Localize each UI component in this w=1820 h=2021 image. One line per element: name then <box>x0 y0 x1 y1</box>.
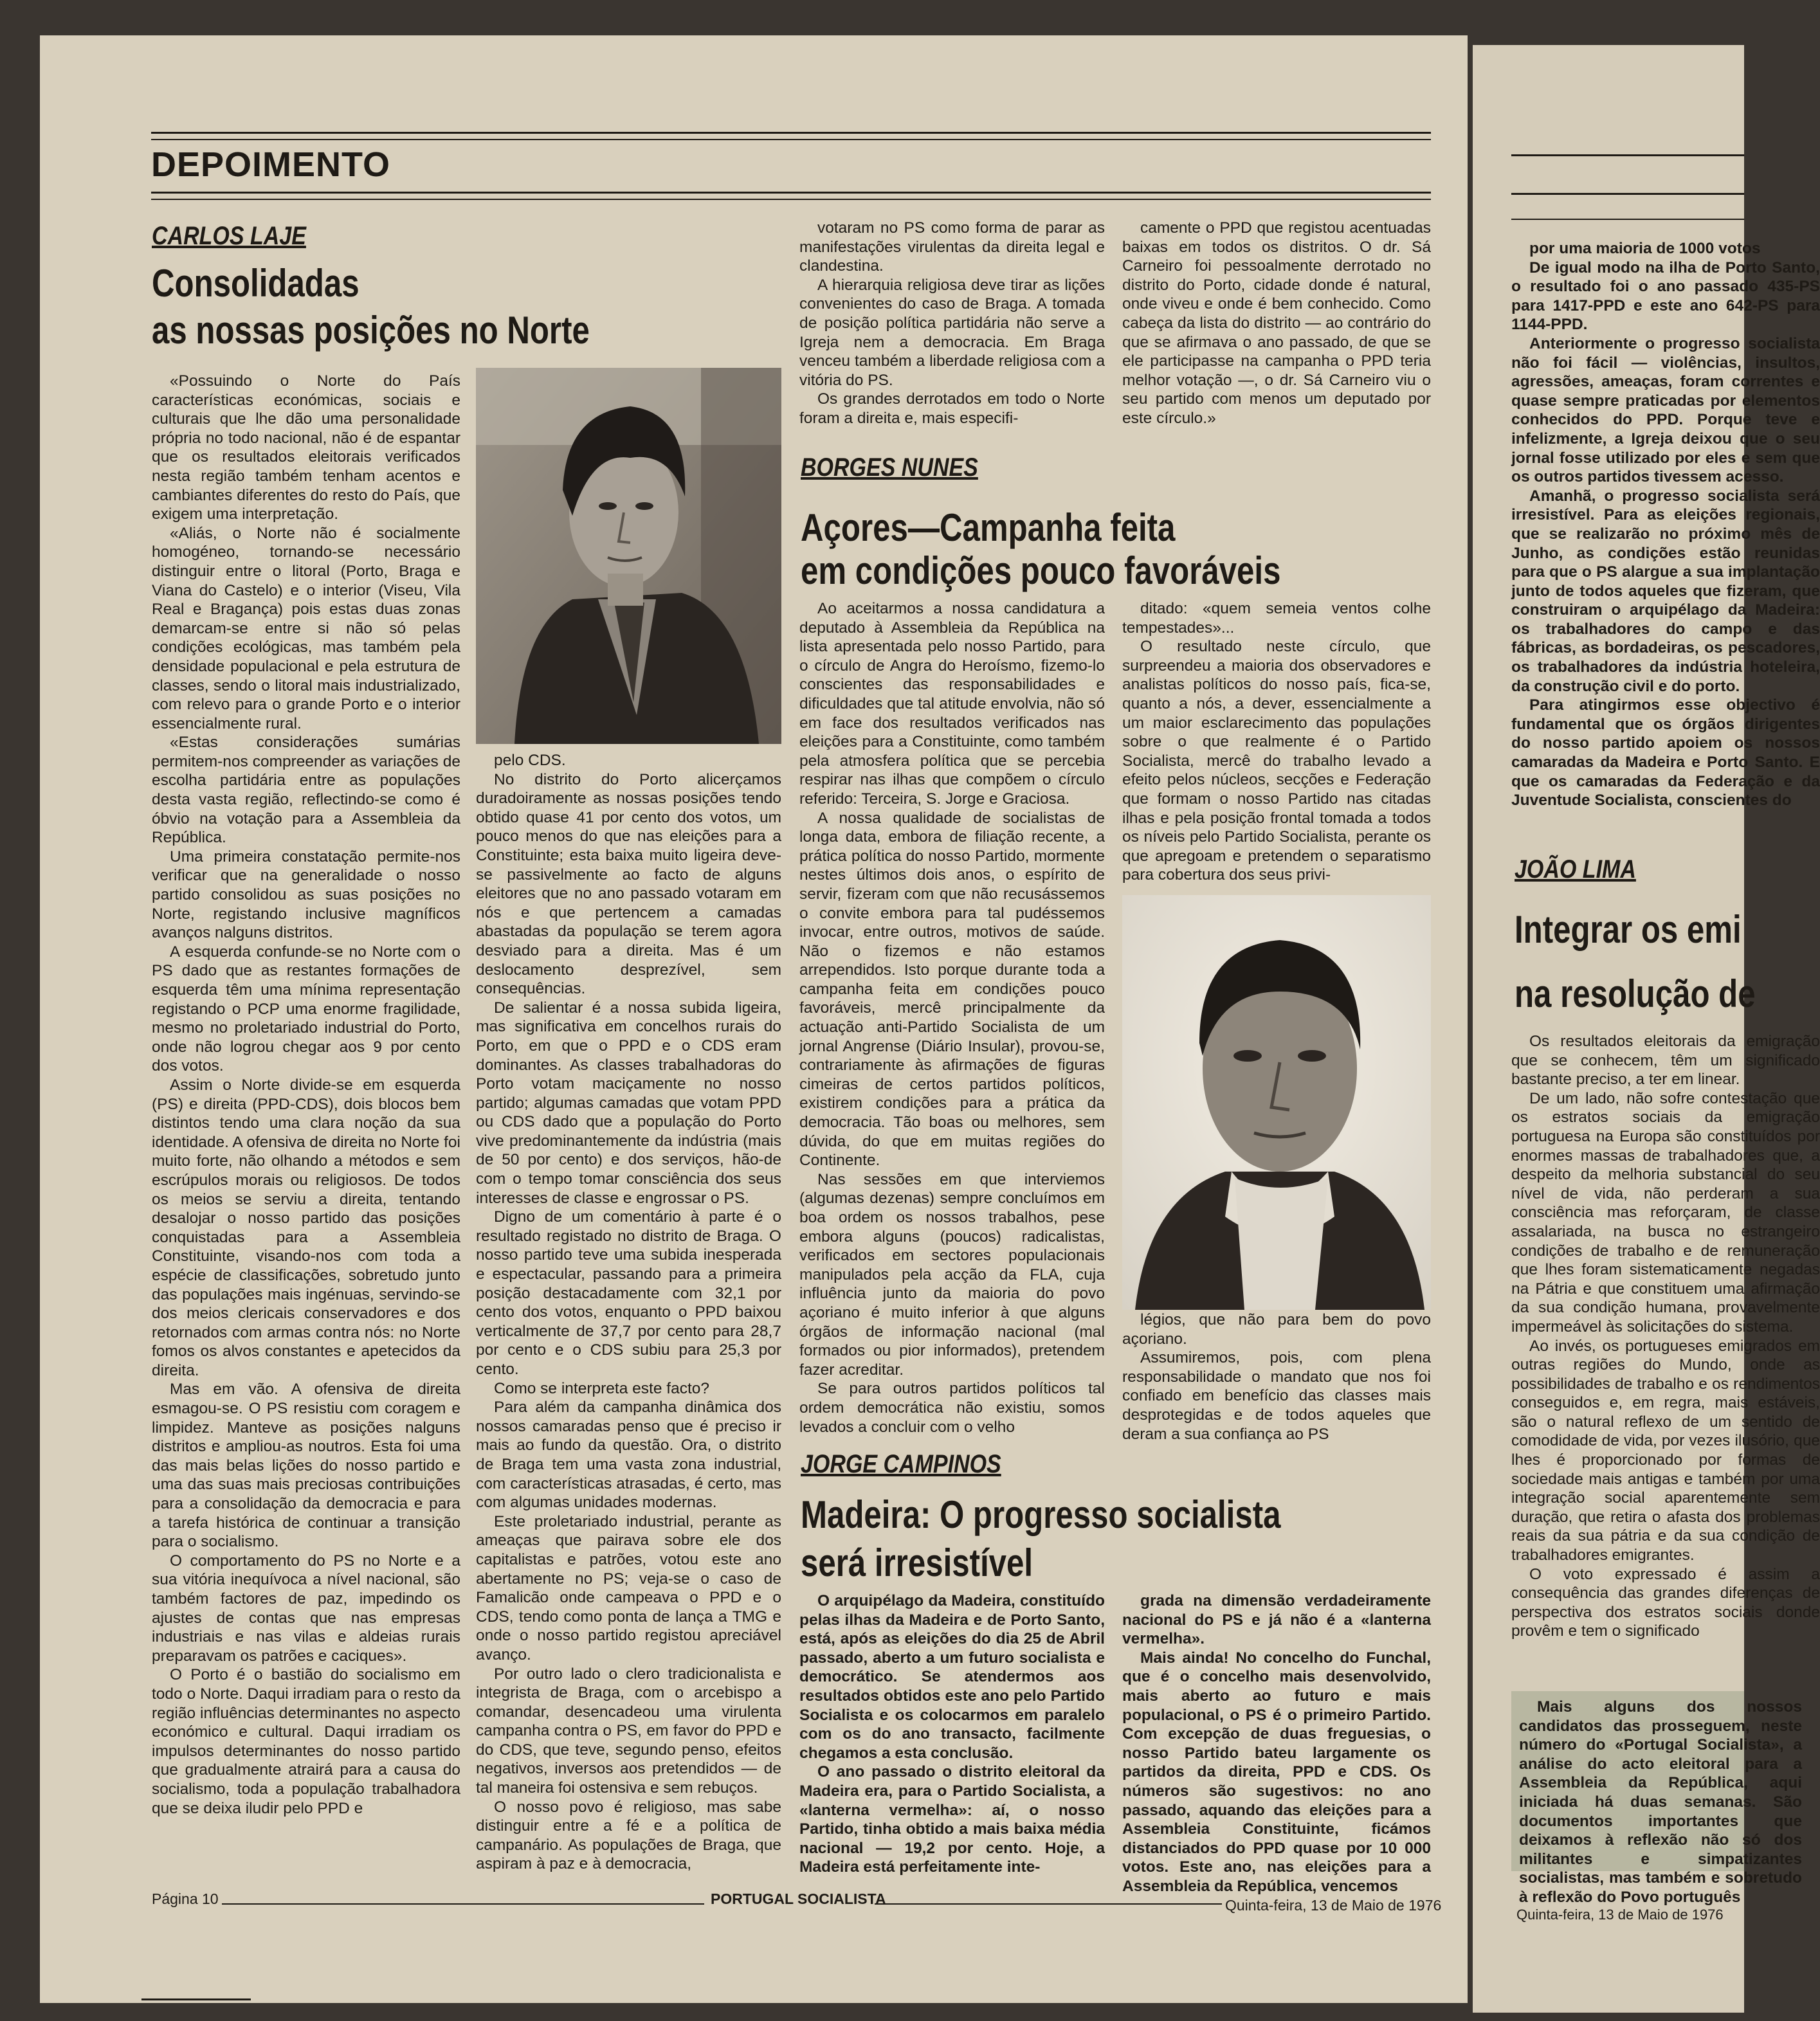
paragraph: No distrito do Porto alicerçamos duradoiramente as nossas posições tendo obtido quase 41 por cento dos votos, um pouco menos do que nas eleições para a Constituinte; esta baixa muito ligeira deve-se passivelmente ao facto de alguns eleitores que no ano passado votaram em nós e que pertencem a camadas abastadas da população se terem agora desviado para a direita. Mas é um deslocamento desprezível, sem consequências. <box>476 770 781 998</box>
top-rule-2 <box>151 139 1431 140</box>
article1-title-line2: as nossas posições no Norte <box>152 309 590 352</box>
article2-column-2-end <box>1122 1310 1431 1443</box>
page2-footer-date: Quinta-feira, 13 de Maio de 1976 <box>1516 1907 1724 1923</box>
top-rule <box>151 132 1431 134</box>
page2-column-body <box>1511 1032 1820 1678</box>
page2-box-text <box>1519 1698 1802 1906</box>
paragraph: O voto expressado é assim a consequência das grandes diferenças de perspectiva dos estratos sociais donde provêm e tem o significado <box>1511 1565 1820 1640</box>
paragraph: A esquerda confunde-se no Norte com o PS dado que as restantes formações de esquerda têm uma mínima representação registando o PCP uma enorme fragilidade, mesmo no proletariado industrial do Porto, onde não logrou chegar aos 9 por cento dos votos. <box>152 943 460 1075</box>
paragraph: Assim o Norte divide-se em esquerda (PS) e direita (PPD-CDS), dois blocos bem distintos tendo uma clara noção da sua identidade. A ofensiva de direita no Norte foi muito forte, não olhando a métodos e sem escrúpulos morais ou religiosos. De todos os meios se serviu a direita, tentando desalojar o nosso partido das posições conquistadas para a Assembleia Constituinte, visando-nos com toda a espécie de classificações, sobretudo junto das populações mais ingénuas, servindo-se dos meios clericais conservadores e dos retornados com armas contra nós: no Norte fomos os alvos constantes e apetecidos da direita. <box>152 1076 460 1379</box>
paragraph: Por outro lado o clero tradicionalista e integrista de Braga, com o arcebispo a comandar, desencadeou uma virulenta campanha contra o PS, em favor do PPD e do CDS, que teve, segundo penso, efeitos negativos, inversos aos pretendidos — de tal maneira foi ostensiva e sem rebuços. <box>476 1665 781 1797</box>
paragraph: «Possuindo o Norte do País características económicas, sociais e culturais que lhe dão uma personalidade própria no todo nacional, não é de espantar que os resultados eleitorais verificados nesta região também tenham acentos e cambiantes diferentes do resto do País, que exigem uma interpretação. <box>152 372 460 523</box>
paragraph: Mas em vão. A ofensiva de direita esmagou-se. O PS resistiu com coragem e limpidez. Manteve as posições nalguns distritos e ampliou-as noutros. Esta foi uma das mais belas lições do nosso partido e uma das suas mais preciosas contribuições para a consolidação da democracia e para a tarefa histórica de continuar a transição para o socialismo. <box>152 1381 460 1551</box>
paragraph: ditado: «quem semeia ventos colhe tempestades»... <box>1122 600 1431 637</box>
paragraph: Se para outros partidos políticos tal ordem democrática não existiu, somos levados a concluir com o velho <box>799 1380 1105 1436</box>
paragraph: camente o PPD que registou acentuadas baixas em todos os distritos. O dr. Sá Carneiro foi pessoalmente derrotado no distrito do Porto, cidade donde é natural, onde viveu e onde é bem conhecido. Como cabeça da lista do distrito — ao contrário do que se afirmava o ano passado, de que se ele participasse na campanha o PPD teria melhor votação —, o dr. Sá Carneiro viu o seu partido com menos um deputado por este círculo.» <box>1122 219 1431 427</box>
article3-column-2 <box>1122 1591 1431 1895</box>
portrait-young-man-photo <box>476 368 781 744</box>
footer-date: Quinta-feira, 13 de Maio de 1976 <box>1225 1897 1442 1914</box>
paragraph: O ano passado o distrito eleitoral da Madeira era, para o Partido Socialista, a «lanterna vermelha»: aí, o nosso Partido, tinha obtido a mais baixa média nacional — 19,2 por cento. Hoje, a Madeira está perfeitamente inte- <box>799 1763 1105 1876</box>
paragraph: Os resultados eleitorais da emigração que se conhecem, têm um significado bastante preciso, a ter em linear. <box>1511 1033 1820 1089</box>
paragraph: Uma primeira constatação permite-nos verificar que na generalidade o nosso partido consolidou as suas posições no Norte, registando inclusive magníficos avanços nalguns distritos. <box>152 847 460 942</box>
footer-rule-left <box>222 1903 704 1905</box>
article2-title-line2: em condições pouco favoráveis <box>801 549 1281 592</box>
paragraph: Nas sessões em que interviemos (algumas dezenas) sempre concluímos em boa ordem os nossos trabalhos, pese embora alguns (poucos) radicalistas, verificados em sectores populacionais manipulados pela acção da FLA, cuja influência junto da maioria do povo açoriano é muito inferior à que alguns órgãos de informação nacional (mal formados ou pior informados), pretendem fazer acreditar. <box>799 1170 1105 1379</box>
masthead: PORTUGAL SOCIALISTA <box>711 1890 886 1907</box>
paragraph: «Aliás, o Norte não é socialmente homogéneo, tornando-se necessário distinguir entre o litoral (Porto, Braga e Viana do Castelo) e o interior (Viseu, Vila Real e Bragança) pois estas duas zonas demarcam-se entre si não só pelas condições ecológicas, mas também pela densidade populacional e pela estrutura de classes, sendo o litoral mais industrializado, com relevo para o grande Porto e o interior essencialmente rural. <box>152 524 460 732</box>
paragraph: A hierarquia religiosa deve tirar as lições convenientes do caso de Braga. A tomada de posição política partidária não serve a Igreja nem a democracia. Em Braga venceu também a liberdade religiosa com a vitória do PS. <box>799 276 1105 389</box>
page-number: Página 10 <box>152 1890 219 1907</box>
page2-title-line2: na resolução de <box>1515 972 1756 1015</box>
paragraph: O nosso povo é religioso, mas sabe distinguir entre a fé e a política de campanário. As populações de Braga, que aspiram à paz e à democracia, <box>476 1798 781 1873</box>
article1-column-2 <box>476 751 781 1883</box>
article3-title-line1: Madeira: O progresso socialista <box>801 1493 1281 1536</box>
bottom-rule <box>141 1998 251 2000</box>
article2-author: BORGES NUNES <box>801 453 978 482</box>
page2-rule-3 <box>1511 219 1744 220</box>
article1-column-1 <box>152 372 460 1883</box>
article1-column-4 <box>1122 219 1431 437</box>
paragraph: De salientar é a nossa subida ligeira, mas significativa em concelhos rurais do Porto, em que o PPD e o CDS eram dominantes. As classes trabalhadoras do Porto votam maciçamente no nosso partido; algumas camadas que votam PPD ou CDS dado que a população do Porto vive predominantemente da indústria (mais de 50 por cento) e dos serviços, hão-de com o tempo tomar consciência dos seus interesses de classe e engrossar o PS. <box>476 999 781 1207</box>
page2-rule-2 <box>1511 193 1744 195</box>
paragraph: Ao invés, os portugueses emigrados em outras regiões do Mundo, onde as possibilidades de trabalho e os rendimentos conseguidos e, em regra, mais estáveis, são o natural reflexo de um sentido de comodidade de vida, por vezes ilusório, que lhes é proporcionado por formas de sociedade mais antigas e também por uma integração social aparentemente sem duração, que retira o afasta dos problemas reais da sua pátria e da sua condição de trabalhadores emigrantes. <box>1511 1337 1820 1564</box>
paragraph: Amanhã, o progresso socialista será irresistível. Para as eleições regionais, que se realizarão no próximo mês de Junho, as condições estão reunidas para que o PS alargue a sua implantação junto de todos aqueles que fizeram, que construiram o arquipélago da Madeira: os trabalhadores do campo e das fábricas, as bordadeiras, os pescadores, os trabalhadores da indústria hoteleira, da construção civil e do porto. <box>1511 487 1820 695</box>
section-rule-2 <box>151 199 1431 200</box>
paragraph: grada na dimensão verdadeiramente nacional do PS e já não é a «lanterna vermelha». <box>1122 1592 1431 1648</box>
article2-column-2 <box>1122 599 1431 892</box>
paragraph: O resultado neste círculo, que surpreendeu a maioria dos observadores e analistas políticos do nosso país, fica-se, quanto a nós, a dever, essencialmente a um maior esclarecimento das populações sobre o que realmente é o Partido Socialista, mercê do trabalho levado a efeito pelos núcleos, secções e Federação que formam o nosso Partido nas citadas ilhas e pela posição frontal tomada a todos os níveis pelo Partido Socialista, perante os que apregoam e pretendem o separatismo para cobertura dos seus privi- <box>1122 638 1431 884</box>
section-heading: DEPOIMENTO <box>151 145 391 184</box>
paragraph: «Estas considerações sumárias permitem-nos compreender as variações de escolha partidária entre as populações desta vasta região, reflectindo-se como é óbvio na votação para a Assembleia da República. <box>152 734 460 847</box>
paragraph: Para atingirmos esse objectivo é fundamental que os órgãos dirigentes do nosso partido apoiem os nossos camaradas da Madeira e Porto Santo. E que os camaradas da Federação e da Juventude Socialista, conscientes do <box>1511 696 1820 810</box>
article3-author: JORGE CAMPINOS <box>801 1450 1001 1478</box>
page2-author: JOÃO LIMA <box>1515 855 1636 884</box>
paragraph: Este proletariado industrial, perante as ameaças que pairava sobre ele dos capitalistas e patrões, votou este ano abertamente no PS; veja-se o caso de Famalicão onde campeava o PPD e o CDS, tendo como ponta de lança a TMG e onde o nosso partido registou apreciável avanço. <box>476 1512 781 1663</box>
paragraph: Digno de um comentário à parte é o resultado registado no distrito de Braga. O nosso partido teve uma subida inesperada e espectacular, passando para a primeira posição destacadamente com 32,1 por cento dos votos, enquanto o PPD baixou verticalmente de 37,7 por cento para 28,7 por cento e o CDS subiu para 25,3 por cento. <box>476 1208 781 1378</box>
page2-rule-top <box>1511 154 1744 156</box>
paragraph: por uma maioria de 1000 votos <box>1529 240 1761 257</box>
article3-column-1 <box>799 1591 1105 1881</box>
paragraph: O Porto é o bastião do socialismo em todo o Norte. Daqui irradiam para o resto da região influências determinantes no aspecto económico e cultural. Daqui irradiam os impulsos determinantes do nosso partido que gradualmente atrairá para a causa do socialismo, toda a população trabalhadora que se deixa iludir pelo PPD e <box>152 1666 460 1817</box>
paragraph: Mais alguns dos nossos candidatos das prosseguem, neste número do «Portugal Socialista», a análise do acto eleitoral para a Assembleia da República, aqui iniciada há duas semanas. São documentos importantes que deixamos à reflexão não só dos militantes e simpatizantes socialistas, mas também e sobretudo à reflexão do Povo português <box>1519 1698 1802 1906</box>
paragraph: Como se interpreta este facto? <box>494 1379 710 1397</box>
portrait-man-turtleneck-icon <box>1122 895 1431 1310</box>
paragraph: O comportamento do PS no Norte e a sua vitória inequívoca a nível nacional, são também factores de paz, impedindo os ajustes de contas que nas empresas industriais e nas vilas e aldeias rurais preparavam os patrões e caciques». <box>152 1552 460 1665</box>
paragraph: pelo CDS. <box>494 752 566 769</box>
article3-title-line2: será irresistível <box>801 1541 1033 1584</box>
article1-author: CARLOS LAJE <box>152 222 306 250</box>
paragraph: De um lado, não sofre contestação que os estratos sociais da emigração portuguesa na Europa são constituídos por enormes massas de trabalhadores que, a despeito da melhoria substancial do seu nível de vida, não perderam a sua consciência mas reforçaram, de classe assalariada, na busca no estrangeiro condições de trabalho e de remuneração que lhes foram sistematicamente negadas na Pátria e que constituem uma afirmação da sua condição humana, provavelmente impermeável às solicitações do sistema. <box>1511 1089 1820 1336</box>
article1-column-3 <box>799 219 1105 437</box>
paragraph: Ao aceitarmos a nossa candidatura a deputado à Assembleia da República na lista apresentada pelo nosso Partido, para o círculo de Angra do Heroísmo, fizemo-lo conscientes das responsabilidades e dificuldades que tal atitude envolvia, não só em face dos resultados verificados nas eleições para a Constituinte, como também pela atmosfera política que se percebia respirar nas ilhas que compõem o círculo referido: Terceira, S. Jorge e Graciosa. <box>799 600 1105 808</box>
paragraph: Mais ainda! No concelho do Funchal, que é o concelho mais desenvolvido, mais aberto ao futuro e mais populacional, o PS é o primeiro Partido. Com excepção de duas freguesias, o nosso Partido bateu largamente os partidos da direita, PPD e CDS. Os números são sugestivos: no ano passado, aquando das eleições para a Assembleia Constituinte, ficámos distanciados do PPD quase por 10 000 votos. Este ano, nas eleições para a Assembleia da República, vencemos <box>1122 1649 1431 1895</box>
paragraph: légios, que não para bem do povo açoriano. <box>1122 1311 1431 1348</box>
portrait-man-turtleneck-photo <box>1122 895 1431 1310</box>
paragraph: O arquipélago da Madeira, constituído pelas ilhas da Madeira e de Porto Santo, está, após as eleições do dia 25 de Abril passado, aberto a um futuro socialista e democrático. Se atendermos aos resultados obtidos este ano pelo Partido Socialista e os colocarmos em paralelo com os do ano transacto, facilmente chegamos a esta conclusão. <box>799 1592 1105 1762</box>
page2-column-top <box>1511 239 1820 853</box>
page2-title-line1: Integrar os emi <box>1515 908 1742 951</box>
paragraph: Anteriormente o progresso socialista não foi fácil — violências, insultos, agressões, ameaças, foram correntes e quase sempre praticadas por elementos conhecidos do PPD. Porque teve e infelizmente, a Igreja deixou que o seu jornal fosse utilizado por eles e sem que os outros partidos tivessem acesso. <box>1511 334 1820 486</box>
article2-title-line1: Açores—Campanha feita <box>801 506 1176 549</box>
paragraph: Para além da campanha dinâmica dos nossos camaradas penso que é preciso ir mais ao fundo da questão. Ora, o distrito de Braga tem uma vasta zona industrial, com características atrasadas, é certo, mas com algumas unidades modernas. <box>476 1399 781 1512</box>
paragraph: Os grandes derrotados em todo o Norte foram a direita e, mais especifi- <box>799 390 1105 427</box>
paragraph: votaram no PS como forma de parar as manifestações virulentas da direita legal e clandestina. <box>799 219 1105 275</box>
article1-title-line1: Consolidadas <box>152 262 359 305</box>
article2-column-1 <box>799 599 1105 1442</box>
paragraph: De igual modo na ilha de Porto Santo, o resultado foi o ano passado 435-PS para 1417-PPD e este ano 642-PS para 1144-PPD. <box>1511 258 1820 334</box>
paragraph: Assumiremos, pois, com plena responsabilidade o mandato que nos foi confiado em benefício das classes mais desprotegidas e de todos aqueles que deram a sua confiança ao PS <box>1122 1349 1431 1443</box>
portrait-young-man-icon <box>476 368 781 744</box>
footer-rule-right <box>875 1903 1222 1905</box>
paragraph: A nossa qualidade de socialistas de longa data, embora de filiação recente, a prática política do nosso Partido, mormente nestes últimos dois anos, o espírito de servir, fizeram com que não recusássemos o convite embora para tal pudéssemos invocar, entre outros, motivos de saúde. Não o fizemos e não estamos arrependidos. Isto porque durante toda a campanha feita em condições pouco favoráveis, mercê principalmente da actuação anti-Partido Socialista de um jornal Angrense (Diário Insular), provou-se, contrariamente às afirmações de figuras cimeiras de certos partidos políticos, existirem condições para a prática da democracia. Tão boas ou melhores, sem dúvida, do que em muitas regiões do Continente. <box>799 809 1105 1170</box>
section-rule <box>151 192 1431 194</box>
